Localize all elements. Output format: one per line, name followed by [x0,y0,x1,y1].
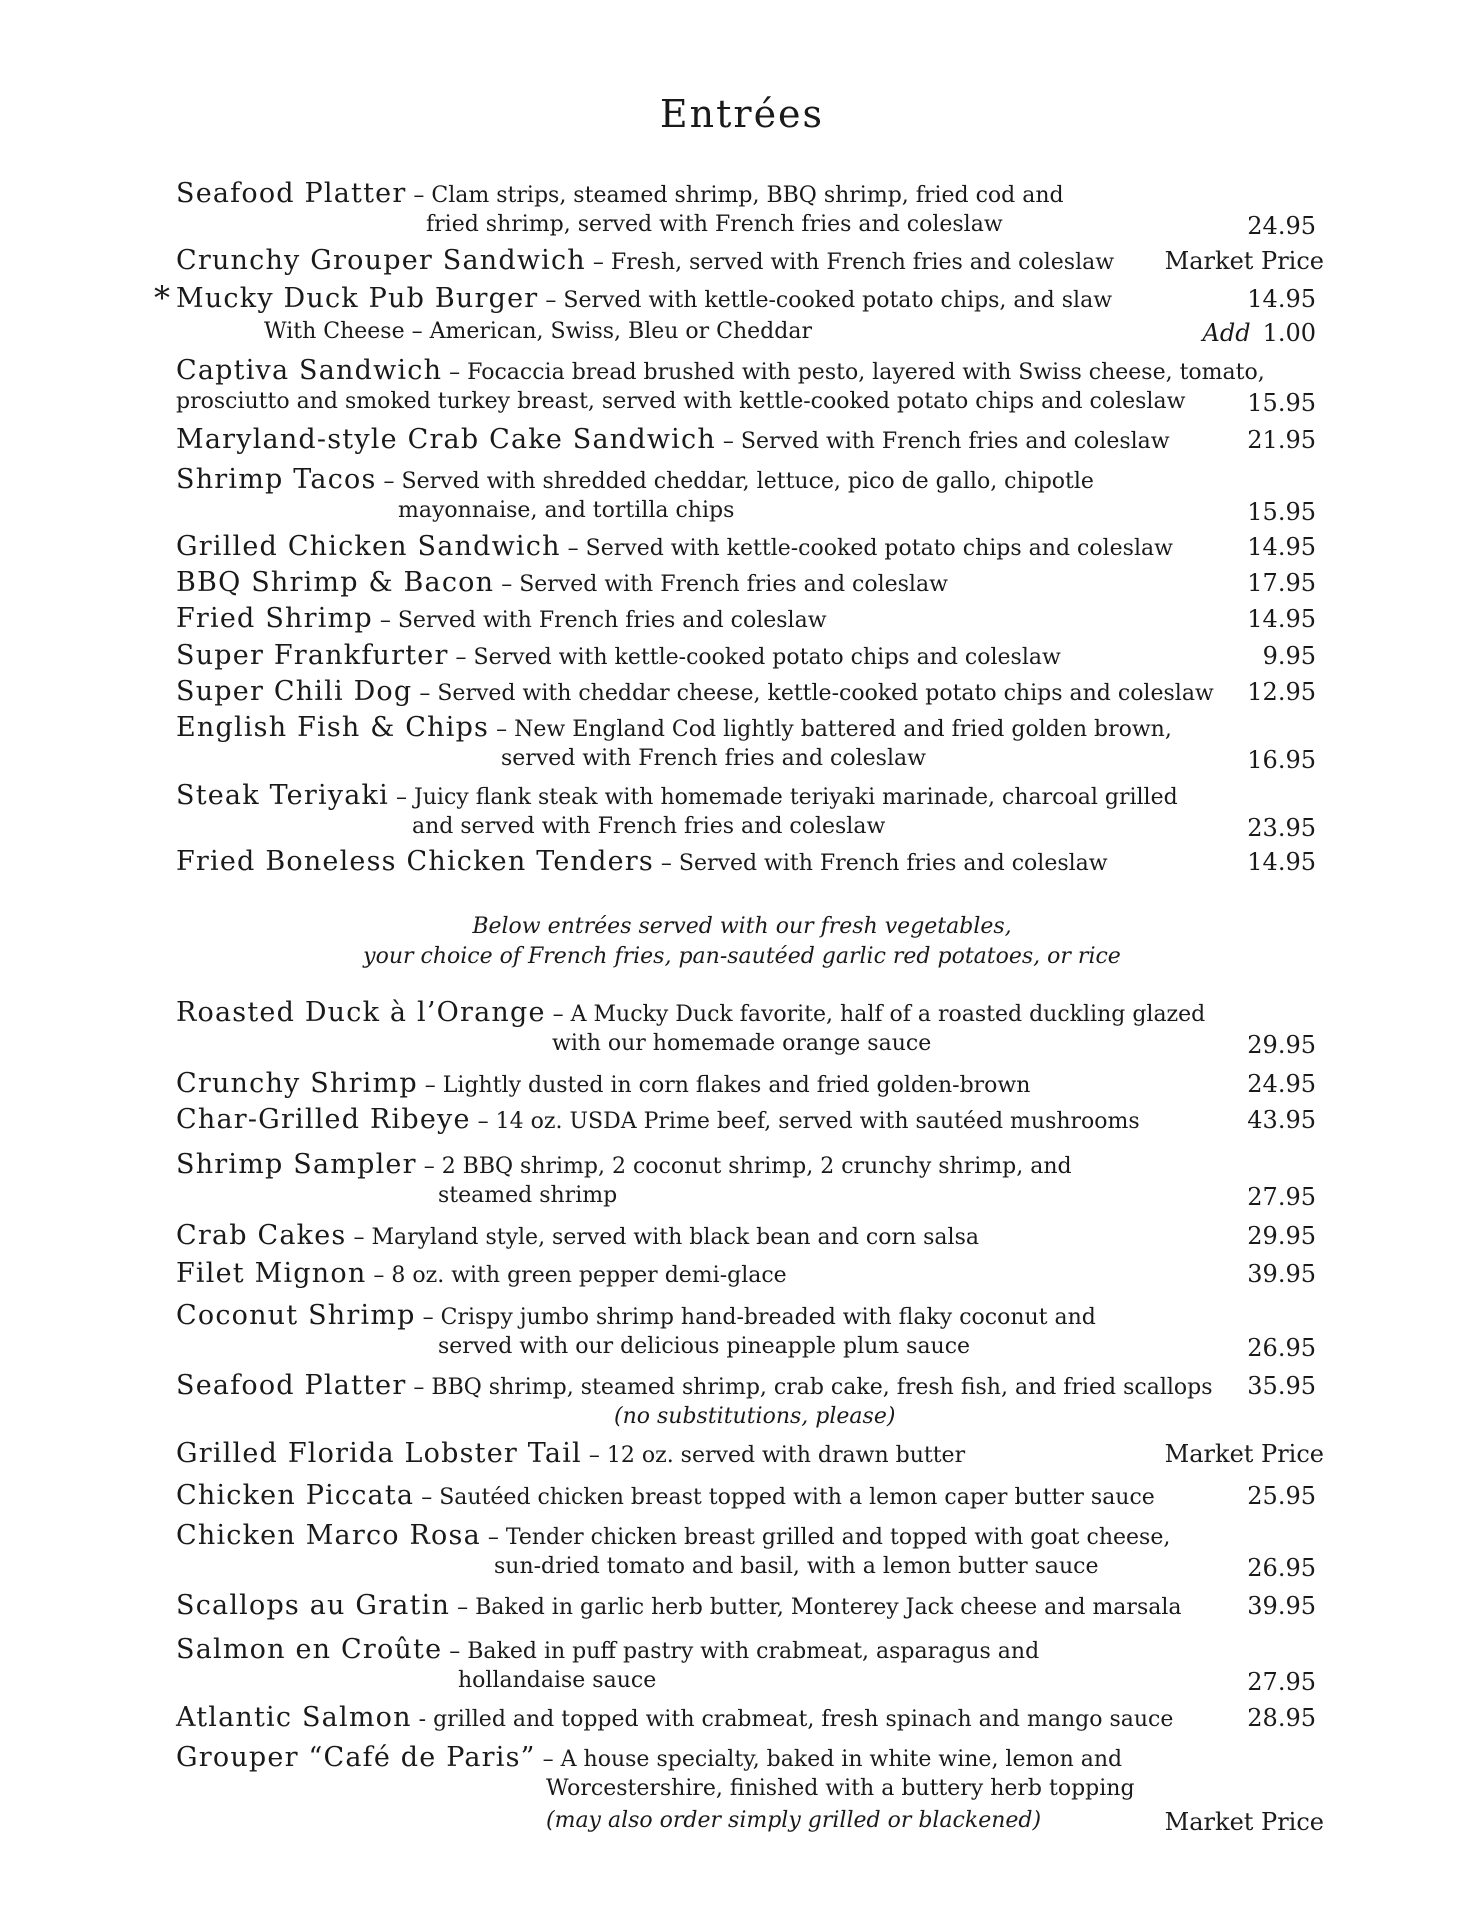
page-title: Entrées [659,92,825,136]
item-description-cont: steamed shrimp [438,1183,618,1208]
item-price: 24.95 [1247,1070,1316,1098]
menu-item [176,1104,1316,1136]
item-description-cont: and served with French fries and coleslaw [412,814,886,839]
item-addon: With Cheese – American, Swiss, Bleu or Cheddar [264,319,812,344]
item-price: 15.95 [1247,498,1316,526]
item-price: 39.95 [1247,1260,1316,1288]
menu-item [176,1258,1316,1290]
menu-item [176,640,1316,672]
item-name: BBQ Shrimp & Bacon [176,567,495,598]
item-description-cont: prosciutto and smoked turkey breast, served with kettle-cooked potato chips and coleslaw [176,389,1186,414]
menu-item [176,245,1324,277]
item-price: 16.95 [1247,746,1316,774]
item-price: 9.95 [1262,642,1316,670]
menu-item [176,712,1316,774]
item-price: 26.95 [1247,1334,1316,1362]
item-description: – Served with kettle-cooked potato chips and coleslaw [560,536,1173,561]
item-price: 17.95 [1247,569,1316,597]
menu-item [176,1590,1316,1622]
menu-item [176,997,1316,1059]
item-name: Super Chili Dog [176,676,413,707]
item-name: Crab Cakes [176,1220,347,1251]
addon-price [1203,319,1317,347]
item-name: Scallops au Gratin [176,1590,451,1621]
item-price: 23.95 [1247,814,1316,842]
item-name: Chicken Marco Rosa [176,1520,481,1551]
menu-item [176,1480,1316,1512]
item-description: – Served with French fries and coleslaw [494,572,948,597]
item-name: Grilled Chicken Sandwich [176,531,561,562]
item-price: 15.95 [1247,389,1316,417]
item-price: 14.95 [1247,605,1316,633]
item-price: 14.95 [1247,285,1316,313]
item-name: Mucky Duck Pub Burger [176,283,539,314]
menu-item [176,603,1316,635]
item-price: 14.95 [1247,848,1316,876]
item-description: – Tender chicken breast grilled and topped with goat cheese, [480,1525,1171,1550]
item-description: – 2 BBQ shrimp, 2 coconut shrimp, 2 crunchy shrimp, and [416,1154,1072,1179]
item-price: Market Price [1164,1808,1324,1836]
item-name: Fried Shrimp [176,603,373,634]
item-price: 35.95 [1247,1372,1316,1400]
item-description-cont: with our homemade orange sauce [552,1031,932,1056]
item-description: – A Mucky Duck favorite, half of a roasted duckling glazed [545,1002,1206,1027]
item-name: Filet Mignon [176,1258,367,1289]
item-description: – A house specialty, baked in white wine, lemon and [535,1747,1123,1772]
item-name: Coconut Shrimp [176,1300,416,1331]
item-price: 12.95 [1247,678,1316,706]
item-description: – 8 oz. with green pepper demi-glace [366,1263,787,1288]
item-description: – Served with shredded cheddar, lettuce, pico de gallo, chipotle [376,469,1094,494]
item-name: Maryland-style Crab Cake Sandwich [176,424,716,455]
item-price: 14.95 [1247,533,1316,561]
menu-item [176,1742,1324,1836]
menu-item [176,1520,1316,1582]
item-price: 39.95 [1247,1592,1316,1620]
item-price: 29.95 [1247,1222,1316,1250]
item-price: 27.95 [1247,1668,1316,1696]
menu-item [176,1220,1316,1252]
item-name: Roasted Duck à l’Orange [176,997,546,1028]
item-name: Super Frankfurter [176,640,449,671]
item-name: Seafood Platter [176,178,407,209]
item-description: – Crispy jumbo shrimp hand-breaded with flaky coconut and [415,1305,1096,1330]
item-name: Shrimp Tacos [176,464,377,495]
item-description-cont: hollandaise sauce [458,1668,657,1693]
addon-price-value: 1.00 [1262,319,1316,347]
menu-item [176,1068,1316,1100]
item-description: – 12 oz. served with drawn butter [581,1443,966,1468]
item-price: 28.95 [1247,1704,1316,1732]
item-description-cont: fried shrimp, served with French fries and coleslaw [426,212,1003,237]
item-name: Steak Teriyaki [176,780,389,811]
item-description: – Sautéed chicken breast topped with a lemon caper butter sauce [414,1485,1155,1510]
item-description-cont: served with French fries and coleslaw [501,746,926,771]
menu-item [176,846,1316,878]
item-name: Char-Grilled Ribeye [176,1104,471,1135]
section-note-line-1: Below entrées served with our fresh vegetables, [472,914,1012,939]
item-name: Crunchy Grouper Sandwich [176,245,586,276]
item-price: 29.95 [1247,1031,1316,1059]
item-description: – 14 oz. USDA Prime beef, served with sautéed mushrooms [470,1109,1140,1134]
item-description: – Served with cheddar cheese, kettle-cooked potato chips and coleslaw [412,681,1214,706]
item-name: Atlantic Salmon [176,1702,412,1733]
item-name: Fried Boneless Chicken Tenders [176,846,654,877]
add-label: Add [1202,319,1251,347]
menu-item [154,279,1316,347]
menu-item [176,1438,1324,1470]
menu-item [176,1300,1316,1362]
menu-item [176,531,1316,563]
item-name: Chicken Piccata [176,1480,415,1511]
item-description: – Baked in puff pastry with crabmeat, asparagus and [442,1639,1040,1664]
item-price: Market Price [1164,1440,1324,1468]
item-description-cont: sun-dried tomato and basil, with a lemon butter sauce [494,1554,1099,1579]
item-description: - grilled and topped with crabmeat, fresh spinach and mango sauce [411,1707,1174,1732]
item-note: (no substitutions, please) [614,1404,896,1429]
item-price: 26.95 [1247,1554,1316,1582]
menu-item [176,676,1316,708]
item-description: – Lightly dusted in corn flakes and fried golden-brown [417,1073,1031,1098]
item-note: (may also order simply grilled or blackened) [546,1808,1042,1833]
item-description: – Baked in garlic herb butter, Monterey Jack cheese and marsala [450,1595,1182,1620]
item-name: Grilled Florida Lobster Tail [176,1438,582,1469]
menu-item [176,1370,1316,1429]
menu-item [176,1634,1316,1696]
section-note-line-2: your choice of French fries, pan-sautéed garlic red potatoes, or rice [363,944,1121,969]
item-description: – Fresh, served with French fries and coleslaw [585,250,1115,275]
item-price: 21.95 [1247,426,1316,454]
item-description: – BBQ shrimp, steamed shrimp, crab cake, fresh fish, and fried scallops [406,1375,1213,1400]
item-description-cont: mayonnaise, and tortilla chips [398,498,735,523]
item-name: Grouper “Café de Paris” [176,1742,536,1773]
item-description: – Juicy flank steak with homemade teriyaki marinade, charcoal grilled [388,785,1178,810]
menu-item [176,464,1316,526]
asterisk-mark: * [154,279,170,317]
item-description-cont: Worcestershire, finished with a buttery herb topping [546,1776,1135,1801]
item-name: English Fish & Chips [176,712,490,743]
menu-item [176,780,1316,842]
menu-item [176,178,1316,240]
menu-item [176,355,1316,417]
item-name: Captiva Sandwich [176,355,443,386]
item-description: – New England Cod lightly battered and fried golden brown, [489,717,1172,742]
item-name: Seafood Platter [176,1370,407,1401]
item-description-cont: served with our delicious pineapple plum sauce [438,1334,971,1359]
menu-item [176,1149,1316,1211]
item-name: Crunchy Shrimp [176,1068,418,1099]
item-description: – Served with French fries and coleslaw [372,608,827,633]
item-name: Shrimp Sampler [176,1149,417,1180]
item-description: – Served with French fries and coleslaw [653,851,1108,876]
item-name: Salmon en Croûte [176,1634,443,1665]
menu-item [176,1702,1316,1734]
item-description: – Served with French fries and coleslaw [715,429,1170,454]
menu-item [176,424,1316,456]
item-price: Market Price [1164,247,1324,275]
item-description: – Focaccia bread brushed with pesto, layered with Swiss cheese, tomato, [442,360,1265,385]
item-description: – Clam strips, steamed shrimp, BBQ shrimp, fried cod and [406,183,1064,208]
item-price: 43.95 [1247,1106,1316,1134]
item-price: 25.95 [1247,1482,1316,1510]
item-price: 27.95 [1247,1183,1316,1211]
menu-item [176,567,1316,599]
item-description: – Served with kettle-cooked potato chips, and slaw [538,288,1113,313]
item-price: 24.95 [1247,212,1316,240]
item-description: – Maryland style, served with black bean and corn salsa [346,1225,979,1250]
item-description: – Served with kettle-cooked potato chips and coleslaw [448,645,1061,670]
